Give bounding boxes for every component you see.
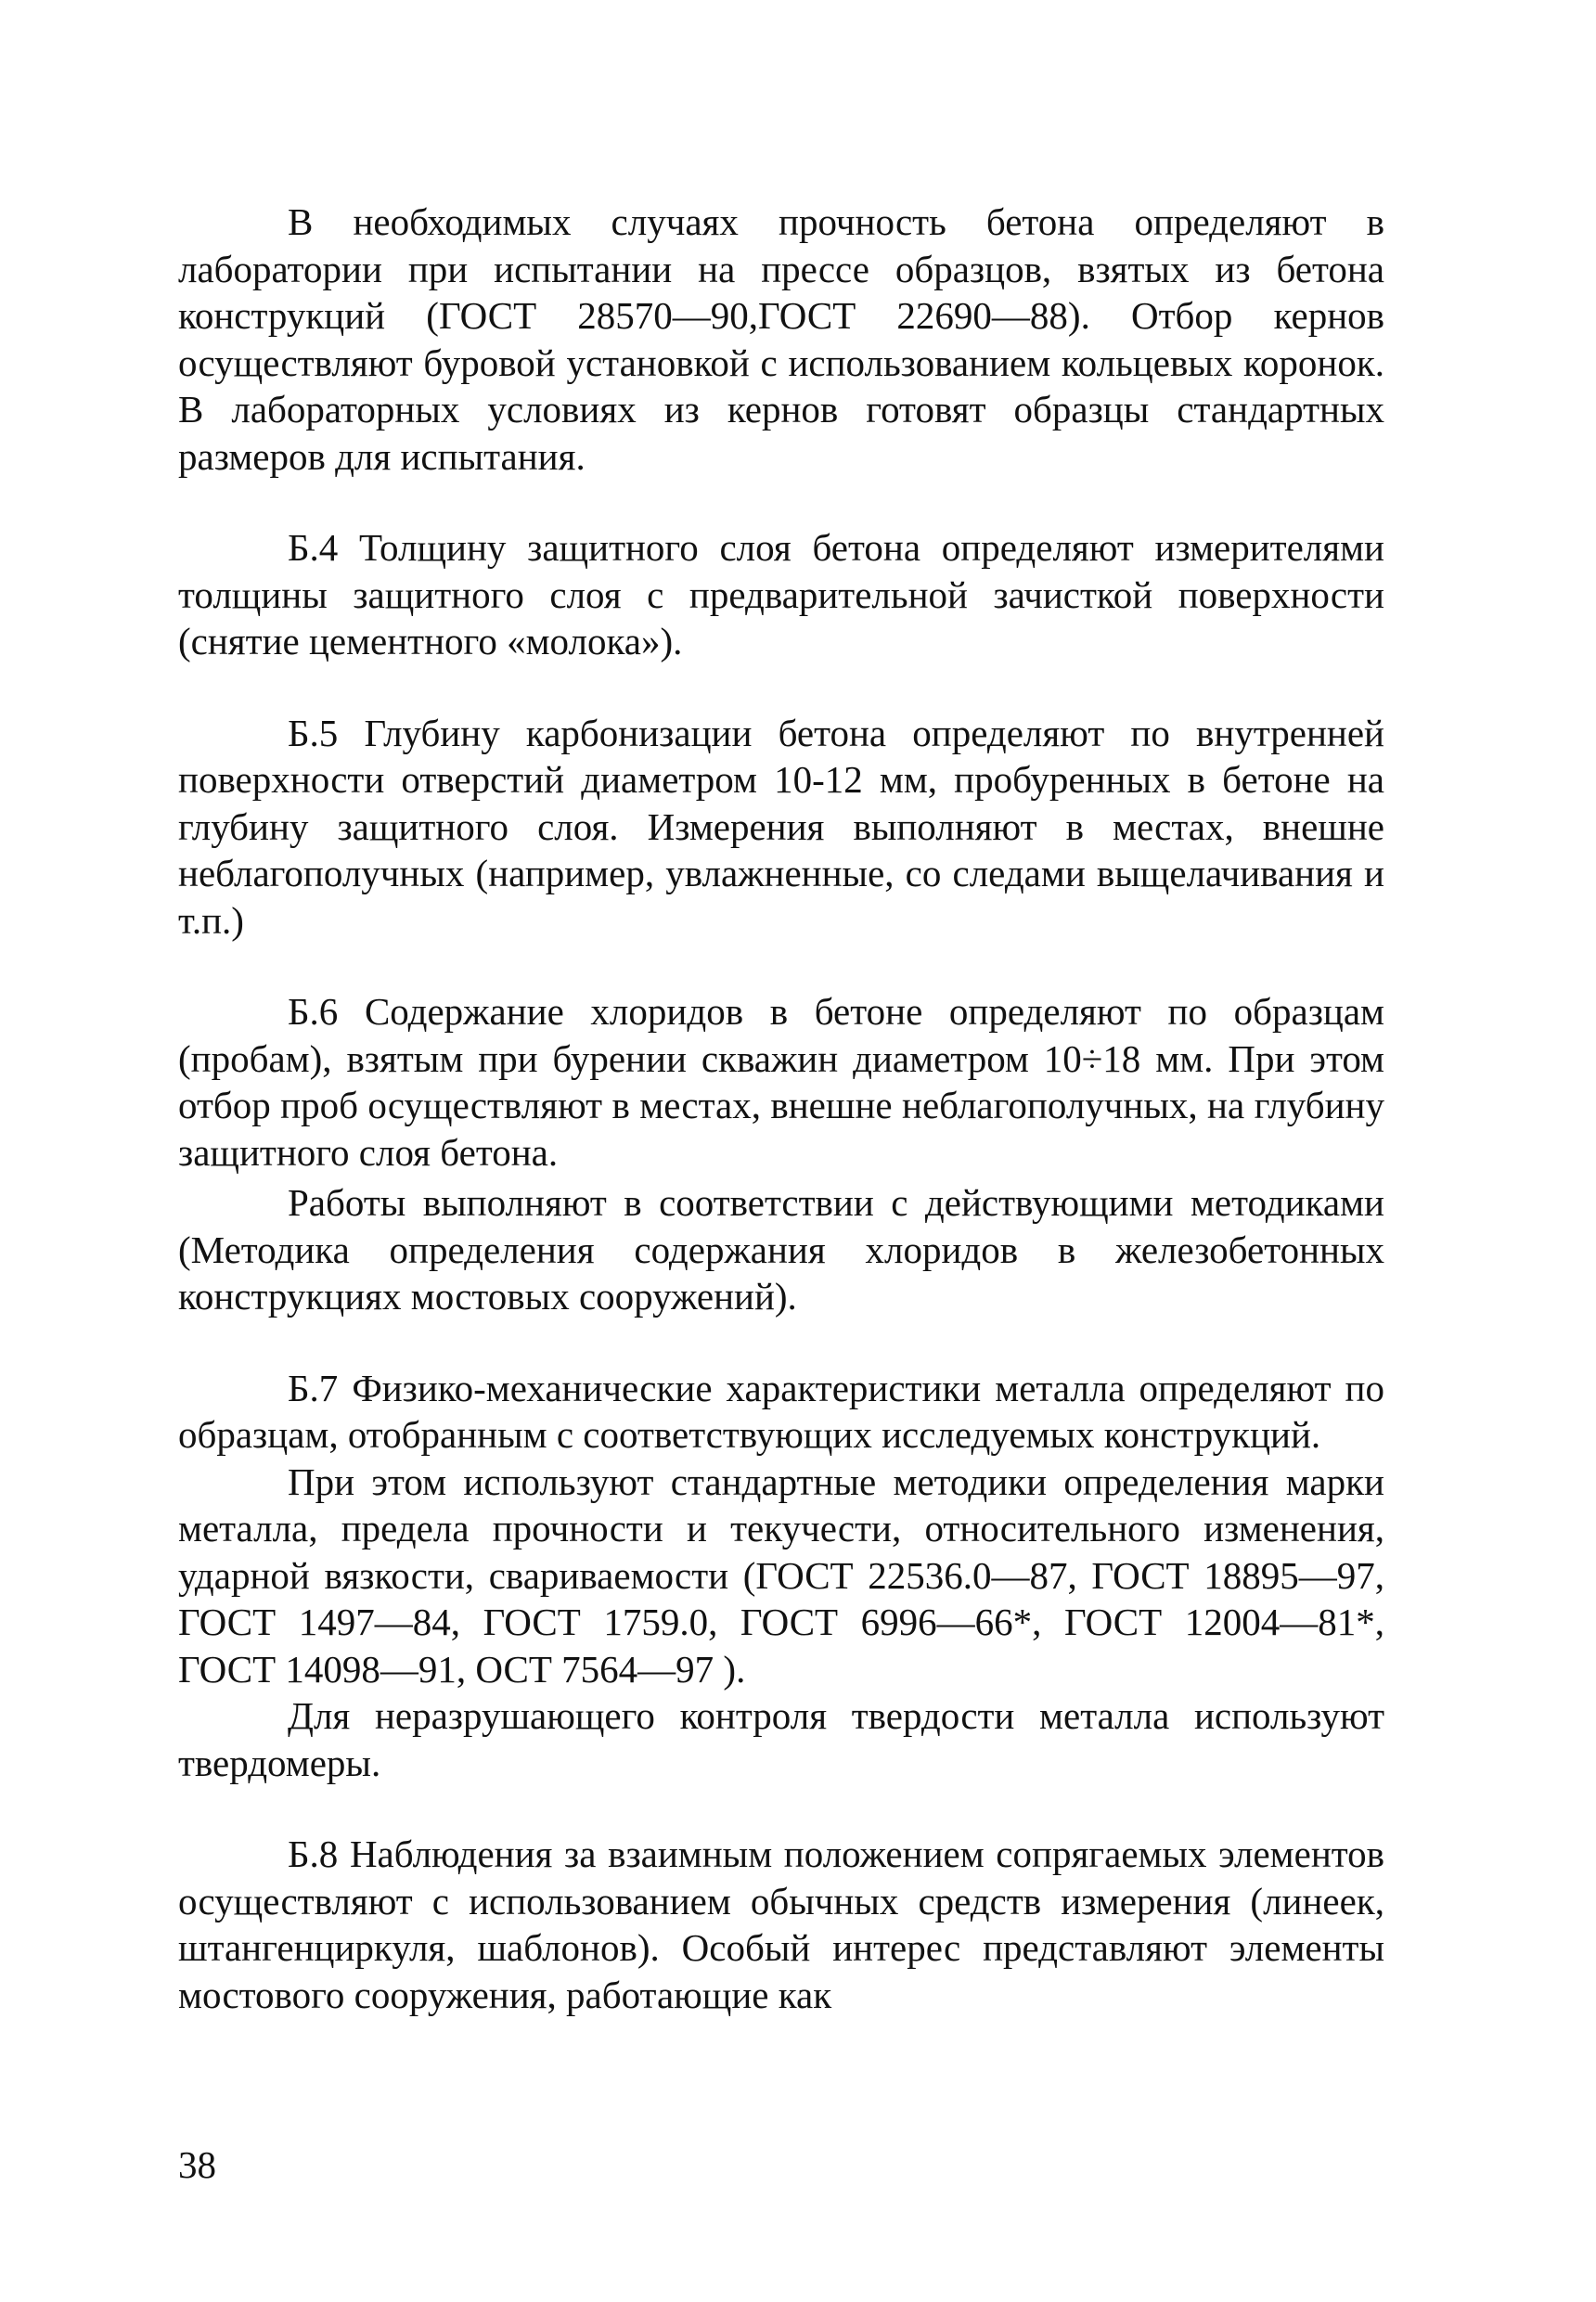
paragraph-b6-chlorides: Б.6 Содержание хлоридов в бетоне определяют по образцам (пробам), взятым при бурении скважин диаметром 10÷18 мм. При этом отбор проб осуществляют в местах, внешне неблагополучных, на глубину защитного слоя бетона. (178, 990, 1384, 1174)
paragraph-b7-metal-properties: Б.7 Физико-механические характеристики металла определяют по образцам, отобранным с соответствующих исследуемых конструкций. (178, 1366, 1384, 1456)
paragraph-lab-strength: В необходимых случаях прочность бетона определяют в лаборатории при испытании на прессе образцов, взятых из бетона конструкций (ГОСТ 28570—90,ГОСТ 22690—88). Отбор кернов осуществляют буровой установкой с использованием кольцевых коронок. В лабораторных условиях из кернов готовят образцы стандартных размеров для испытания. (178, 200, 1384, 478)
paragraph-b8-observations: Б.8 Наблюдения за взаимным положением сопрягаемых элементов осуществляют с использованием обычных средств измерения (линеек, штангенциркуля, шаблонов). Особый интерес представляют элементы мостового сооружения, работающие как (178, 1833, 1384, 2016)
paragraph-b7-hardness: Для неразрушающего контроля твердости металла используют твердомеры. (178, 1694, 1384, 1784)
paragraph-b4-cover-thickness: Б.4 Толщину защитного слоя бетона определяют измерителями толщины защитного слоя с предварительной зачисткой поверхности (снятие цементного «молока»). (178, 526, 1384, 662)
page-number: 38 (178, 2143, 216, 2186)
text-body (178, 199, 1384, 2018)
paragraph-b5-carbonation: Б.5 Глубину карбонизации бетона определяют по внутренней поверхности отверстий диаметром 10-12 мм, пробуренных в бетоне на глубину защитного слоя. Измерения выполняют в местах, внешне неблагополучных (например, увлажненные, со следами выщелачивания и т.п.) (178, 711, 1384, 942)
paragraph-b7-standards: При этом используют стандартные методики определения марки металла, предела прочности и текучести, относительного изменения, ударной вязкости, свариваемости (ГОСТ 22536.0—87, ГОСТ 18895—97, ГОСТ 1497—84, ГОСТ 1759.0, ГОСТ 6996—66*, ГОСТ 12004—81*, ГОСТ 14098—91, ОСТ 7564—97 ). (178, 1460, 1384, 1691)
paragraph-b6-methods: Работы выполняют в соответствии с действующими методиками (Методика определения содержания хлоридов в железобетонных конструкциях мостовых сооружений). (178, 1181, 1384, 1318)
